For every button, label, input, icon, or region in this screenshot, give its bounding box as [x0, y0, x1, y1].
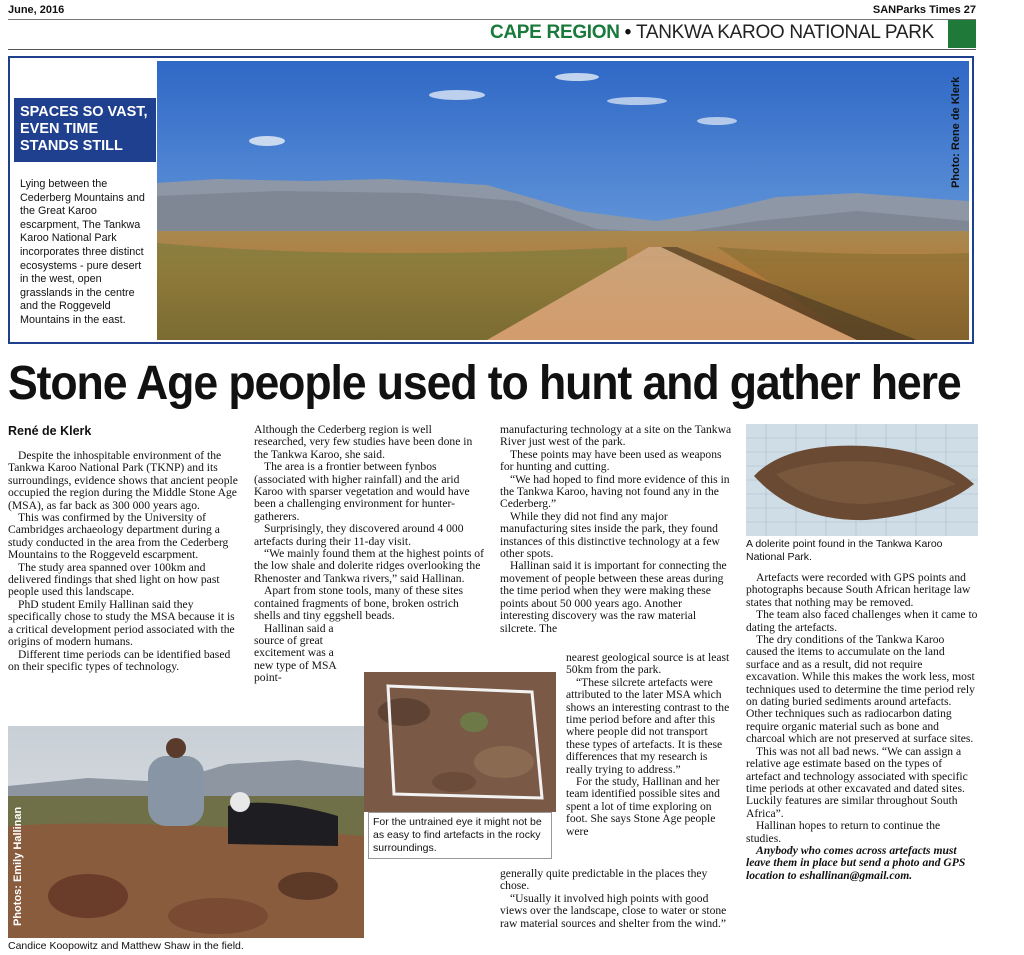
column-3: [500, 424, 732, 635]
issue-date: June, 2016: [8, 4, 65, 16]
field-photo-caption: Candice Koopowitz and Matthew Shaw in the field.: [8, 940, 244, 952]
paragraph: The team also faced challenges when it came to dating the artefacts.: [746, 608, 978, 634]
paragraph: While they did not find any major manufacturing sites inside the park, they found instances of this distinctive technology at a few other spots.: [500, 509, 720, 561]
paragraph: Hallinan said it is important for connecting the movement of people between these areas during the time period when they were making these points about 50 000 years ago. Another interesting discovery was the raw material silcrete. The: [500, 559, 727, 635]
hero-photo-credit: Photo: Rene de Klerk: [950, 76, 962, 188]
section-marker: [948, 20, 976, 48]
paragraph: The study area spanned over 100km and delivered findings that shed light on how past people used this landscape.: [8, 560, 220, 599]
sidebar-text: Lying between the Cederberg Mountains and the Great Karoo escarpment, The Tankwa Karoo National Park incorporates three distinct ecosystems - pure desert in the west, open grasslands in the centre and the Roggeveld Mountains in the east.: [20, 178, 145, 326]
column-1: [8, 450, 240, 673]
byline: René de Klerk: [8, 424, 92, 438]
section-banner: CAPE REGION • TANKWA KAROO NATIONAL PARK: [489, 22, 934, 43]
paragraph: generally quite predictable in the places they chose.: [500, 867, 708, 893]
region-label: CAPE REGION: [489, 22, 620, 43]
paragraph: Despite the inhospitable environment of the Tankwa Karoo National Park (TKNP) and its surroundings, evidence shows that ancient people occupied the region during the Middle Stone Age (MSA), as far back as 300 000 years ago.: [8, 449, 238, 512]
field-photo: [8, 726, 364, 938]
paragraph: nearest geological source is at least 50km from the park.: [566, 651, 730, 677]
paragraph: “These silcrete artefacts were attributed to the later MSA which shows an interesting contrast to the time period before and after this where people did not transport these types of artefacts. It is these differences that my research is really trying to address.”: [566, 675, 730, 776]
reader-appeal: Anybody who comes across artefacts must leave them in place but send a photo and GPS location to eshallinan@gmail.com.: [746, 843, 966, 882]
column-2: [254, 424, 486, 685]
publication-page: SANParks Times 27: [872, 4, 976, 16]
paragraph: Surprisingly, they discovered around 4 000 artefacts during their 11-day visit.: [254, 522, 464, 548]
column-3-end: [500, 868, 732, 930]
paragraph: “Usually it involved high points with good views over the landscape, close to water or stone raw material sources and shelter from the wind.”: [500, 891, 727, 930]
paragraph: Hallinan hopes to return to continue the studies.: [746, 819, 941, 845]
field-photo-credit: Photos: Emily Hallinan: [12, 806, 24, 926]
paragraph: This was confirmed by the University of Cambridges archaeology department during a study conducted in the area from the Cederberg Mountains to the Roggeveld escarpment.: [8, 511, 229, 562]
header-rule: [8, 19, 976, 20]
paragraph: manufacturing technology at a site on the Tankwa River just west of the park.: [500, 423, 732, 449]
paragraph: These points may have been used as weapons for hunting and cutting.: [500, 447, 722, 474]
quadrat-photo: [364, 672, 556, 812]
paragraph: The dry conditions of the Tankwa Karoo caused the items to accumulate on the land surface and as a result, did not require excavation. While this makes the work less, most techniques used to determine the time period rely on dating buried sediments around artefacts. Other techniques such as radiocarbon dating require organic material such as bone and charcoal which are not preserved at surface sites.: [746, 633, 975, 746]
paragraph: Different time periods can be identified based on their specific types of technology.: [8, 647, 231, 673]
paragraph: For the study, Hallinan and her team identified possible sites and spent a lot of time exploring on foot. She says Stone Age people were: [566, 775, 720, 838]
paragraph: PhD student Emily Hallinan said they specifically chose to study the MSA because it is a critical development period associated with the origins of modern humans.: [8, 597, 235, 649]
paragraph: Artefacts were recorded with GPS points and photographs because South African heritage law states that nothing may be removed.: [746, 571, 971, 609]
paragraph: “We had hoped to find more evidence of this in the Tankwa Karoo, having not found any in the Cederberg.”: [500, 472, 730, 511]
dolerite-point-caption: A dolerite point found in the Tankwa Karoo National Park.: [746, 538, 943, 563]
column-4: [746, 572, 978, 882]
park-label: TANKWA KAROO NATIONAL PARK: [635, 22, 934, 43]
paragraph: Apart from stone tools, many of these sites contained fragments of bone, broken ostrich shells and tiny eggshell beads.: [254, 584, 463, 623]
article-headline: Stone Age people used to hunt and gather here: [8, 357, 961, 410]
hero-photo: [157, 61, 969, 340]
sidebar-title: SPACES SO VAST, EVEN TIME STANDS STILL: [14, 98, 156, 162]
paragraph: The area is a frontier between fynbos (associated with higher rainfall) and the arid Karoo with sparser vegetation and would have been a challenging environment for hunter-gatherers.: [254, 460, 470, 523]
column-3-wrap: [566, 652, 732, 838]
header-rule-lower: [8, 49, 976, 50]
paragraph: Although the Cederberg region is well researched, very few studies have been done in the Tankwa Karoo, she said.: [254, 423, 473, 461]
paragraph: This was not all bad news. “We can assign a relative age estimate based on the types of artefact and technology associated with specific time periods at other excavated and dated sites. Luckily features are similar throughout South Africa”.: [746, 744, 968, 820]
paragraph: Hallinan said a source of great excitement was a new type of MSA point-: [254, 621, 337, 685]
paragraph: “We mainly found them at the highest points of the low shale and dolerite ridges overlooking the Rhenoster and Tankwa rivers,” said Hallinan.: [254, 547, 484, 585]
dolerite-point-photo: [746, 424, 978, 536]
quadrat-caption: For the untrained eye it might not be as easy to find artefacts in the rocky surroundings.: [368, 812, 552, 859]
